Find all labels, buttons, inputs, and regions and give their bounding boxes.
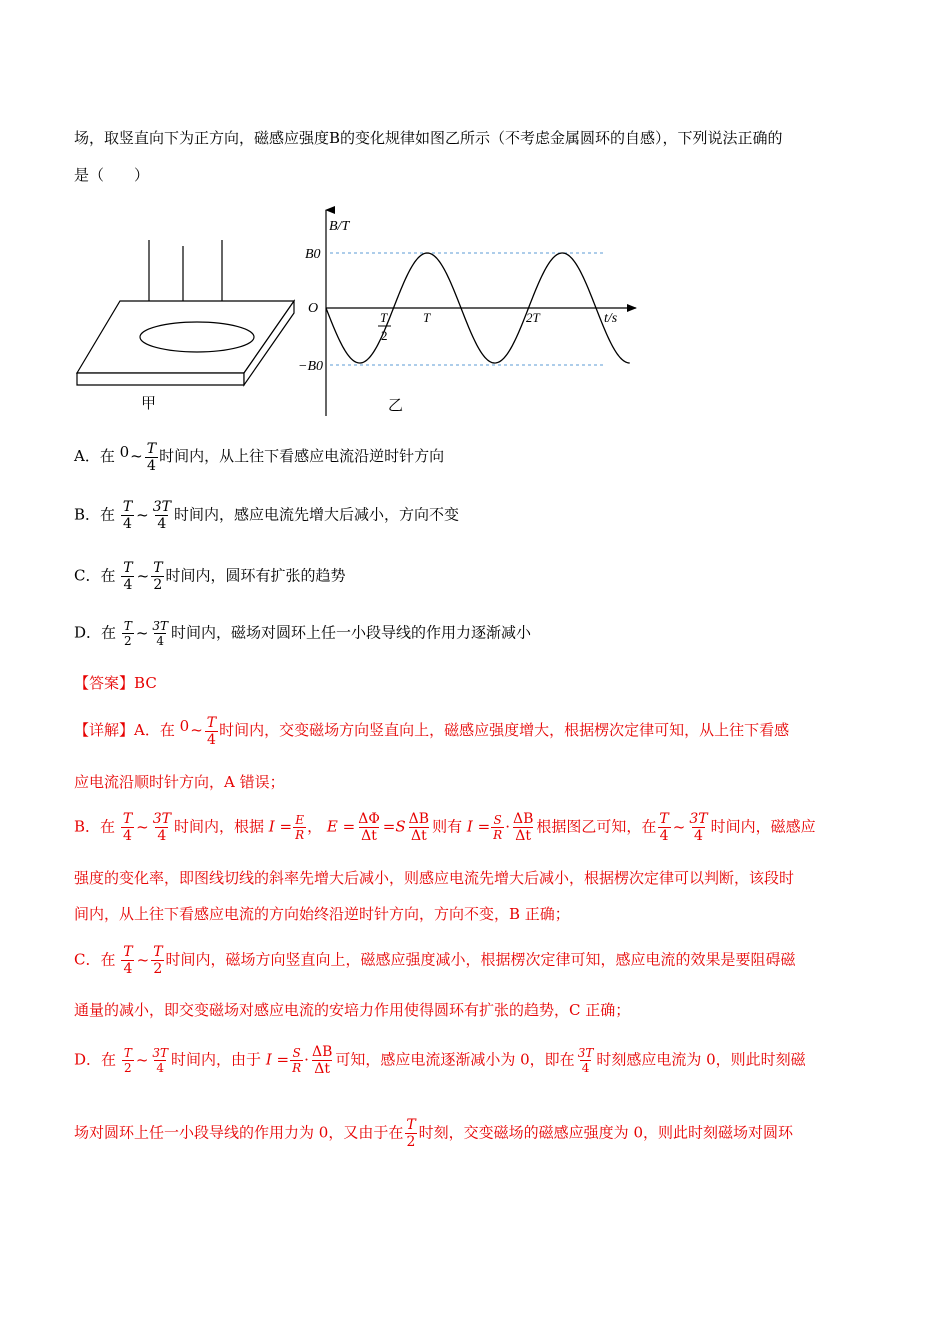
detail-d-line-1: D．在 $\frac{T}{2}$ ~ $\frac{3T}{4}$ 时间内，由于 I = $\frac{S}{R}$ · $\frac{\Delta B}{\Delta t}$ 可知，感应电流逐渐减小为 0，即在 $\frac{3T}{4}$ 时刻感应电流为 0，则此时刻磁	[74, 1044, 806, 1077]
tick-half-t-num: T	[380, 310, 388, 325]
option-d-fraction-1: $\frac{T}{2}$	[123, 619, 132, 648]
detail-b-line-3: 间内，从上往下看感应电流的方向始终沿逆时针方向，方向不变，B 正确；	[74, 905, 570, 923]
option-d-text: 时间内，磁场对圆环上任一小段导线的作用力逐渐减小	[171, 623, 532, 642]
option-b-fraction-2: $\frac{3T}{4}$	[152, 499, 171, 532]
detail-label: 【详解】	[74, 721, 135, 739]
option-c-text: 时间内，圆环有扩张的趋势	[165, 566, 346, 585]
question-stem-line-2: 是（ ）	[74, 166, 150, 184]
detail-d-line-2: 场对圆环上任一小段导线的作用力为 0，又由于在 $\frac{T}{2}$ 时刻，交变磁场的磁感应强度为 0，则此时刻磁场对圆环	[74, 1117, 793, 1150]
option-b-fraction-1: $\frac{T}{4}$	[122, 499, 133, 532]
detail-c-line-1: C．在 $\frac{T}{4}$ ~ $\frac{T}{2}$ 时间内，磁场方向竖直向上，磁感应强度减小，根据楞次定律可知，感应电流的效果是要阻碍磁	[74, 944, 796, 977]
option-a-zero: 0	[119, 443, 130, 461]
option-b[interactable]: B．在 $\frac{T}{4}$ ~ $\frac{3T}{4}$ 时间内，感应电流先增大后减小，方向不变	[74, 499, 459, 532]
neg-b0-label: −B0	[298, 359, 323, 374]
option-c-prefix: C．在	[74, 566, 116, 585]
caption-yi: 乙	[388, 398, 404, 414]
detail-a-line-2: 应电流沿顺时针方向，A 错误；	[74, 773, 285, 791]
option-c-fraction-2: $\frac{T}{2}$	[153, 560, 163, 593]
answer-label: 【答案】	[74, 674, 135, 692]
plate-top	[77, 301, 294, 373]
plate-front	[77, 373, 244, 385]
option-a[interactable]: A．在 0~ $\frac{T}{4}$ 时间内，从上往下看感应电流沿逆时针方向	[74, 440, 445, 474]
option-c-fraction-1: $\frac{T}{4}$	[123, 560, 133, 593]
option-b-prefix: B．在	[74, 505, 116, 524]
tick-2t-label: 2T	[526, 310, 540, 325]
x-axis-label: t/s	[604, 311, 618, 326]
option-d-prefix: D．在	[74, 623, 117, 642]
option-d[interactable]: D．在 $\frac{T}{2}$ ~ $\frac{3T}{4}$ 时间内，磁场对圆环上任一小段导线的作用力逐渐减小	[74, 619, 532, 648]
figure-jia	[70, 232, 300, 422]
answer-value: BC	[134, 674, 157, 692]
question-stem-line-1: 场，取竖直向下为正方向，磁感应强度B的变化规律如图乙所示（不考虑金属圆环的自感），下列说法正确的	[74, 129, 783, 147]
answer-line	[74, 672, 157, 694]
b0-label: B0	[305, 247, 321, 262]
option-a-fraction: $\frac{T}{4}$	[146, 440, 157, 474]
detail-c-line-2: 通量的减小，即交变磁场对感应电流的安培力作用使得圆环有扩张的趋势，C 正确；	[74, 1001, 631, 1019]
option-c[interactable]: C．在 $\frac{T}{4}$ ~ $\frac{T}{2}$ 时间内，圆环有扩张的趋势	[74, 560, 346, 593]
origin-label: O	[308, 301, 319, 316]
detail-b-line-1: B．在 $\frac{T}{4}$ ~ $\frac{3T}{4}$ 时间内，根据 I = $\frac{E}{R}$ ， E = $\frac{\Delta\Phi}{\Delta t}$ =S $\frac{\Delta B}{\Delta t}$ 则有 I = $\frac{S}{R}$ · $\frac{\Delta B}{\Delta t}$ 根据图乙可知，在 $\frac{T}{4}$ ~ $\frac{3T}{4}$ 时间内，磁感应	[74, 811, 816, 844]
option-a-text: 时间内，从上往下看感应电流沿逆时针方向	[159, 447, 445, 465]
detail-a-fraction: $\frac{T}{4}$	[206, 714, 217, 748]
caption-jia: 甲	[141, 396, 157, 412]
y-axis-label: B/T	[329, 219, 350, 234]
detail-b-line-2: 强度的变化率，即图线切线的斜率先增大后减小，则感应电流先增大后减小，根据楞次定律可以判断，该段时	[74, 869, 795, 887]
option-d-fraction-2: $\frac{3T}{4}$	[152, 619, 169, 648]
option-b-text: 时间内，感应电流先增大后减小，方向不变	[173, 505, 459, 524]
tick-half-t-den: 2	[381, 328, 388, 343]
figure-yi-chart	[296, 204, 646, 419]
detail-a-line-1: 【详解】A．在 0~ $\frac{T}{4}$ 时间内，交变磁场方向竖直向上，磁感应强度增大，根据楞次定律可知，从上往下看感	[74, 714, 790, 748]
option-a-prefix: A．在	[74, 447, 115, 465]
tick-t-label: T	[423, 310, 431, 325]
